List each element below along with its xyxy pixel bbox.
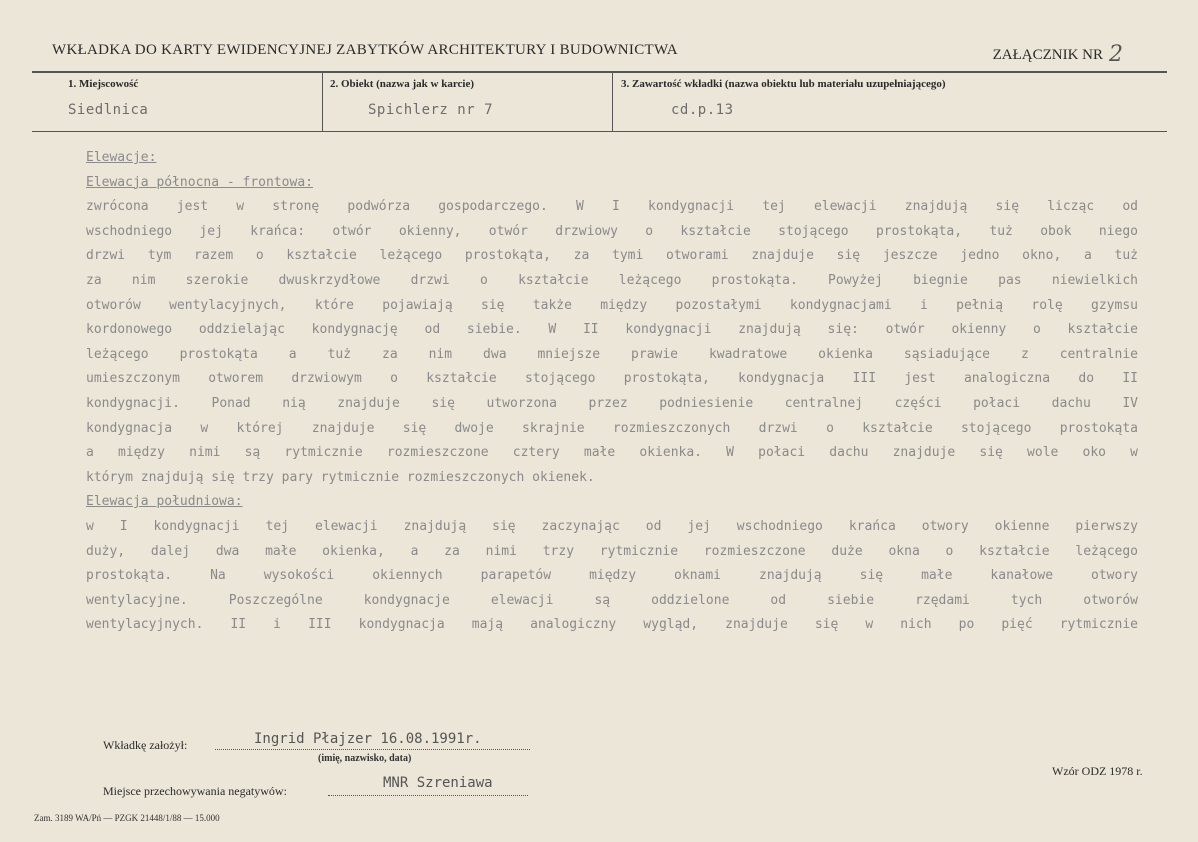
text-line: kordonowego oddzielając kondygnację od siebie. W II kondygnacji znajdują się: otwór okienny o kształcie — [86, 322, 1138, 338]
founder-sublabel: (imię, nazwisko, data) — [318, 753, 412, 764]
text-line: leżącego prostokąta a tuż za nim dwa mniejsze prawie kwadratowe okienka sąsiadujące z centralnie — [86, 346, 1138, 362]
page-title: WKŁADKA DO KARTY EWIDENCYJNEJ ZABYTKÓW ARCHITEKTURY I BUDOWNICTWA — [52, 42, 678, 58]
field-object — [323, 73, 613, 131]
annex-number-handwritten: 2 — [1109, 42, 1123, 67]
text-line: duży, dalej dwa małe okienka, a za nimi trzy rytmicznie rozmieszczone duże okna o kształcie leżącego — [86, 543, 1138, 559]
founder-value: Ingrid Płajzer 16.08.1991r. — [254, 731, 482, 747]
heading-north-elevation: Elewacja północna - frontowa: — [86, 174, 313, 190]
negatives-dotline — [328, 795, 528, 796]
text-line: wentylacyjnych. II i III kondygnacja mają analogiczny wygląd, znajduje się w nich po pięć rytmicznie — [86, 617, 1138, 633]
text-line: umieszczonym otworem drzwiowym o kształcie stojącego prostokąta, kondygnacja III jest analogiczna do II — [86, 371, 1138, 387]
field-label: 2. Obiekt (nazwa jak w karcie) — [330, 78, 475, 90]
header-fields — [32, 71, 1167, 132]
field-value: cd.p.13 — [671, 102, 734, 118]
heading-south-elevation: Elewacja południowa: — [86, 494, 243, 510]
text-line: kondygnacji. Ponad nią znajduje się utworzona przez podniesienie centralnej części połaci dachu IV — [86, 395, 1138, 411]
form-model: Wzór ODZ 1978 r. — [1052, 764, 1143, 778]
negatives-value: MNR Szreniawa — [383, 775, 493, 791]
field-label: 3. Zawartość wkładki (nazwa obiektu lub materiału uzupełniającego) — [621, 78, 946, 90]
field-locality — [32, 73, 323, 131]
text-line: otworów wentylacyjnych, które pojawiają się także między pozostałymi kondygnacjami i pełnią rolę gzymsu — [86, 297, 1138, 313]
text-line: kondygnacja w której znajduje się dwoje skrajnie rozmieszczonych drzwi o kształcie stojącego prostokąta — [86, 420, 1138, 436]
founder-label: Wkładkę założył: — [103, 738, 188, 752]
text-line: wschodniego jej krańca: otwór okienny, otwór drzwiowy o kształcie stojącego prostokąta, tuż obok niego — [86, 223, 1138, 239]
text-line: zwrócona jest w stronę podwórza gospodarczego. W I kondygnacji tej elewacji znajdują się licząc od — [86, 199, 1138, 215]
field-value: Spichlerz nr 7 — [368, 102, 494, 118]
founder-dotline — [215, 749, 530, 750]
text-line: którym znajdują się trzy pary rytmicznie rozmieszczonych okienek. — [86, 469, 595, 485]
text-line: za nim szerokie dwuskrzydłowe drzwi o kształcie leżącego prostokąta. Powyżej biegnie pas niewielkich — [86, 272, 1138, 288]
field-label: 1. Miejscowość — [68, 78, 139, 90]
text-line: w I kondygnacji tej elewacji znajdują się zaczynając od jej wschodniego krańca otwory okienne pierwszy — [86, 518, 1138, 534]
text-line: a między nimi są rytmicznie rozmieszczone cztery małe okienka. W połaci dachu znajduje się wole oko w — [86, 445, 1138, 461]
annex-number — [993, 40, 1123, 65]
field-value: Siedlnica — [68, 102, 149, 118]
heading-elevations: Elewacje: — [86, 150, 157, 165]
description-body — [86, 146, 1138, 638]
text-line: wentylacyjne. Poszczególne kondygnacje elewacji są oddzielone od siebie rzędami tych otworów — [86, 592, 1138, 608]
print-info: Zam. 3189 WA/Pń — PZGK 21448/1/88 — 15.000 — [34, 813, 220, 823]
text-line: drzwi tym razem o kształcie leżącego prostokąta, za tymi otworami znajduje się jeszcze jedno okno, a tuż — [86, 248, 1138, 264]
negatives-label: Miejsce przechowywania negatywów: — [103, 784, 287, 798]
text-line: prostokąta. Na wysokości okiennych parapetów między oknami znajdują się małe kanałowe otwory — [86, 568, 1138, 584]
annex-label: ZAŁĄCZNIK NR — [992, 47, 1103, 63]
field-content — [613, 73, 1167, 131]
